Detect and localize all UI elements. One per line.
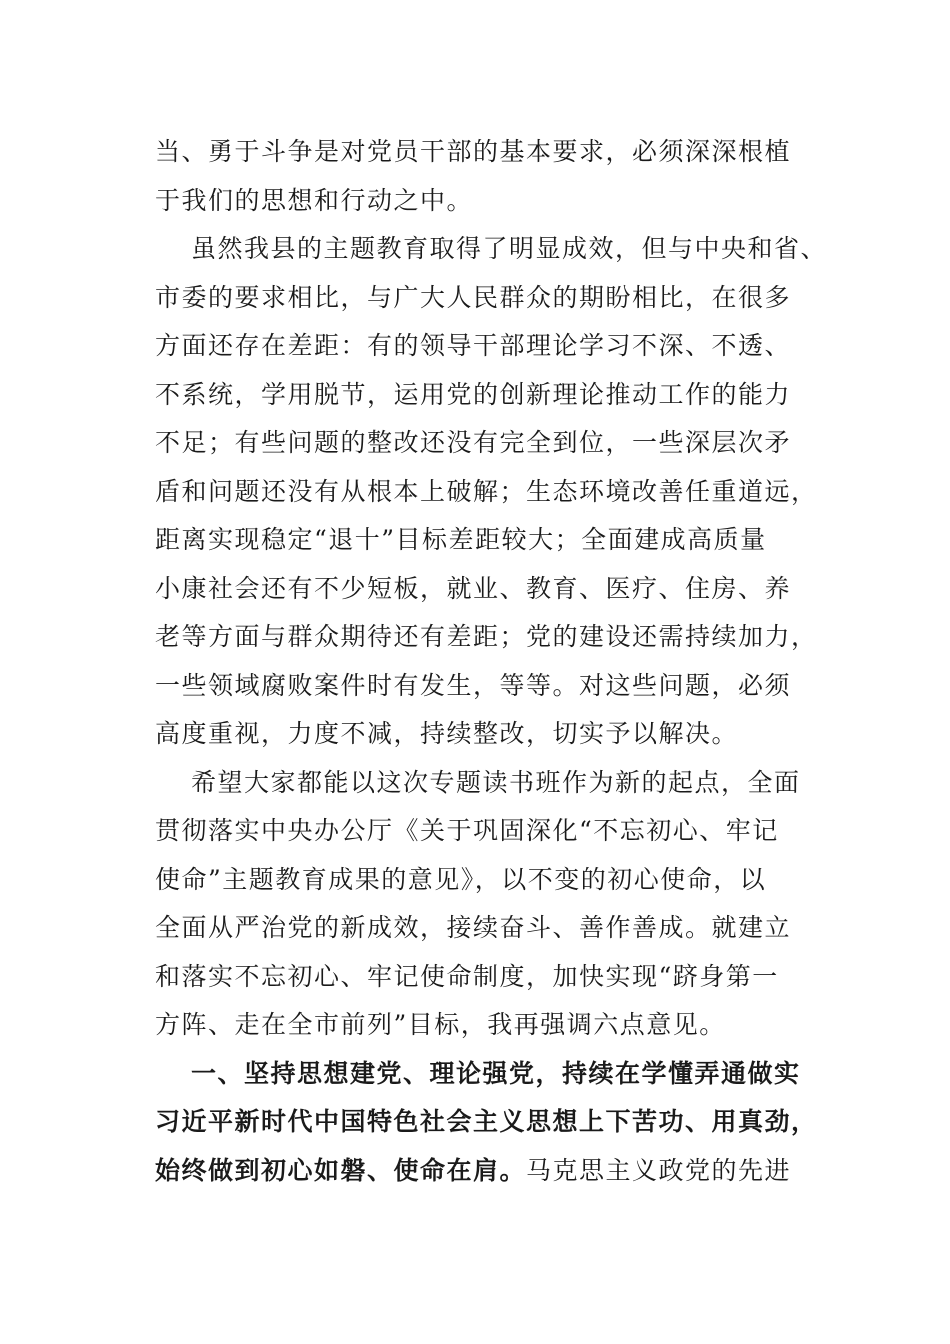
section-heading-one [155, 1050, 818, 1196]
text-line: 使命”主题教育成果的意见》，以不变的初心使命，以 [155, 864, 767, 894]
text-line: 方面还存在差距：有的领导干部理论学习不深、不透、 [155, 331, 792, 360]
paragraph-hope [155, 759, 815, 1050]
document-page [155, 128, 828, 1195]
heading-line: 一、坚持思想建党、理论强党，持续在学懂弄通做实 [191, 1058, 801, 1088]
text-line: 当、勇于斗争是对党员干部的基本要求，必须深深根植 [155, 137, 792, 166]
heading-line-mixed [155, 1147, 815, 1196]
text-line: 盾和问题还没有从根本上破解；生态环境改善任重道远， [155, 476, 818, 506]
text-line: 老等方面与群众期待还有差距；党的建设还需持续加力， [155, 622, 818, 651]
text-line: 和落实不忘初心、牢记使命制度，加快实现“跻身第一 [155, 961, 779, 991]
text-line: 虽然我县的主题教育取得了明显成效，但与中央和省、 [191, 234, 828, 263]
text-line: 市委的要求相比，与广大人民群众的期盼相比，在很多 [155, 282, 792, 312]
body-text: 马克思主义政党的先进 [526, 1155, 792, 1185]
text-line: 不系统，学用脱节，运用党的创新理论推动工作的能力 [155, 379, 792, 409]
text-line: 一些领域腐败案件时有发生，等等。对这些问题，必须 [155, 670, 792, 700]
text-line: 小康社会还有不少短板，就业、教育、医疗、住房、养 [155, 573, 792, 603]
text-line: 希望大家都能以这次专题读书班作为新的起点，全面 [191, 767, 801, 797]
text-line: 高度重视，力度不减，持续整改，切实予以解决。 [155, 719, 739, 748]
text-line: 方阵、走在全市前列”目标，我再强调六点意见。 [155, 1010, 726, 1039]
heading-text: 始终做到初心如磐、使命在肩。 [155, 1155, 527, 1185]
heading-line: 习近平新时代中国特色社会主义思想上下苦功、用真劲， [155, 1107, 818, 1136]
text-line: 全面从严治党的新成效，接续奋斗、善作善成。就建立 [155, 913, 792, 942]
text-line: 不足；有些问题的整改还没有完全到位，一些深层次矛 [155, 428, 792, 457]
paragraph-gaps [155, 225, 828, 759]
text-line: 贯彻落实中央办公厅《关于巩固深化“不忘初心、牢记 [155, 816, 779, 845]
text-line: 于我们的思想和行动之中。 [155, 185, 474, 215]
text-line: 距离实现稳定“退十”目标差距较大；全面建成高质量 [155, 525, 767, 554]
paragraph-continuation [155, 128, 815, 225]
